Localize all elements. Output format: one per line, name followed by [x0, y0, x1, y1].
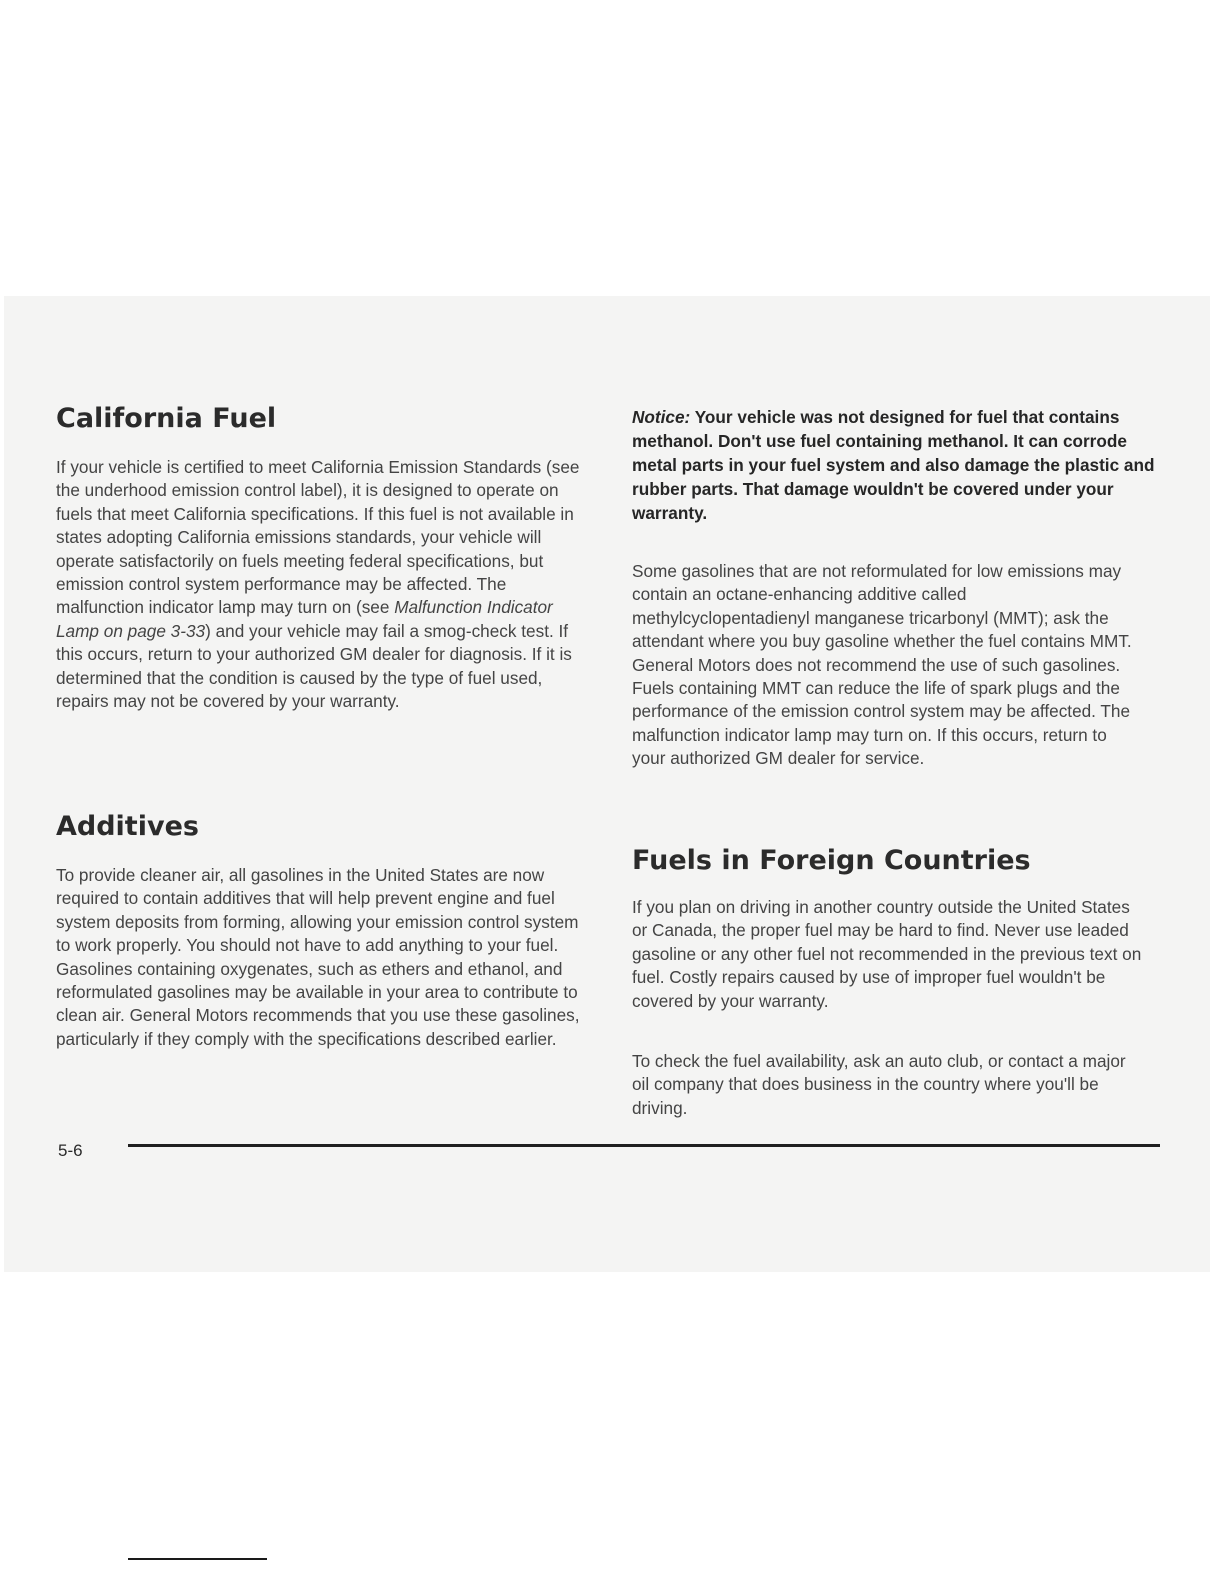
notice-label: Notice: — [632, 407, 691, 427]
methanol-notice — [632, 405, 1157, 525]
california-fuel-text-after: ) and your vehicle may fail a smog-check test. If this occurs, return to your authorized GM dealer for diagnosis. If it is determined that the condition is caused by the type of fuel used, repairs may not be covered by your warranty. — [56, 620, 572, 712]
foreign-countries-paragraph-1: If you plan on driving in another country outside the United States or Canada, the proper fuel may be hard to find. Never use leaded gasoline or any other fuel not recommended in the previous text on fuel. Costly repairs caused by use of improper fuel wouldn't be covered by your warranty. — [632, 897, 1142, 1011]
foreign-countries-heading: Fuels in Foreign Countries — [632, 845, 1031, 876]
page-number: 5-6 — [58, 1141, 83, 1160]
mmt-paragraph: Some gasolines that are not reformulated for low emissions may contain an octane-enhancing additive called methylcyclopentadienyl manganese tricarbonyl (MMT); ask the attendant where you buy gasoline whether the fuel contains MMT. General Motors does not recommend the use of such gasolines. Fuels containing MMT can reduce the life of spark plugs and the performance of the emission control system may be affected. The malfunction indicator lamp may turn on. If this occurs, return to your authorized GM dealer for service. — [632, 561, 1132, 769]
footer-rule — [128, 1144, 1160, 1147]
california-fuel-text-before: If your vehicle is certified to meet California Emission Standards (see the underhood emission control label), it is designed to operate on fuels that meet California specifications. If this fuel is not available in states adopting California emissions standards, your vehicle will operate satisfactorily on fuels meeting federal specifications, but emission control system performance may be affected. The malfunction indicator lamp may turn on (see — [56, 457, 580, 618]
bottom-edge-rule — [128, 1558, 267, 1560]
foreign-countries-paragraph-2: To check the fuel availability, ask an auto club, or contact a major oil company that does business in the country where you'll be driving. — [632, 1051, 1126, 1118]
california-fuel-heading: California Fuel — [56, 403, 277, 434]
additives-heading: Additives — [56, 811, 199, 842]
malfunction-lamp-cross-reference: Malfunction Indicator Lamp on page 3-33 — [56, 597, 553, 641]
notice-text: Your vehicle was not designed for fuel that contains methanol. Don't use fuel containing methanol. It can corrode metal parts in your fuel system and also damage the plastic and rubber parts. That damage wouldn't be covered under your warranty. — [632, 407, 1155, 523]
california-fuel-paragraph — [56, 456, 591, 713]
additives-paragraph: To provide cleaner air, all gasolines in the United States are now required to contain additives that will help prevent engine and fuel system deposits from forming, allowing your emission control system to work properly. You should not have to add anything to your fuel. Gasolines containing oxygenates, such as ethers and ethanol, and reformulated gasolines may be available in your area to contribute to clean air. General Motors recommends that you use these gasolines, particularly if they comply with the specifications described earlier. — [56, 865, 580, 1049]
